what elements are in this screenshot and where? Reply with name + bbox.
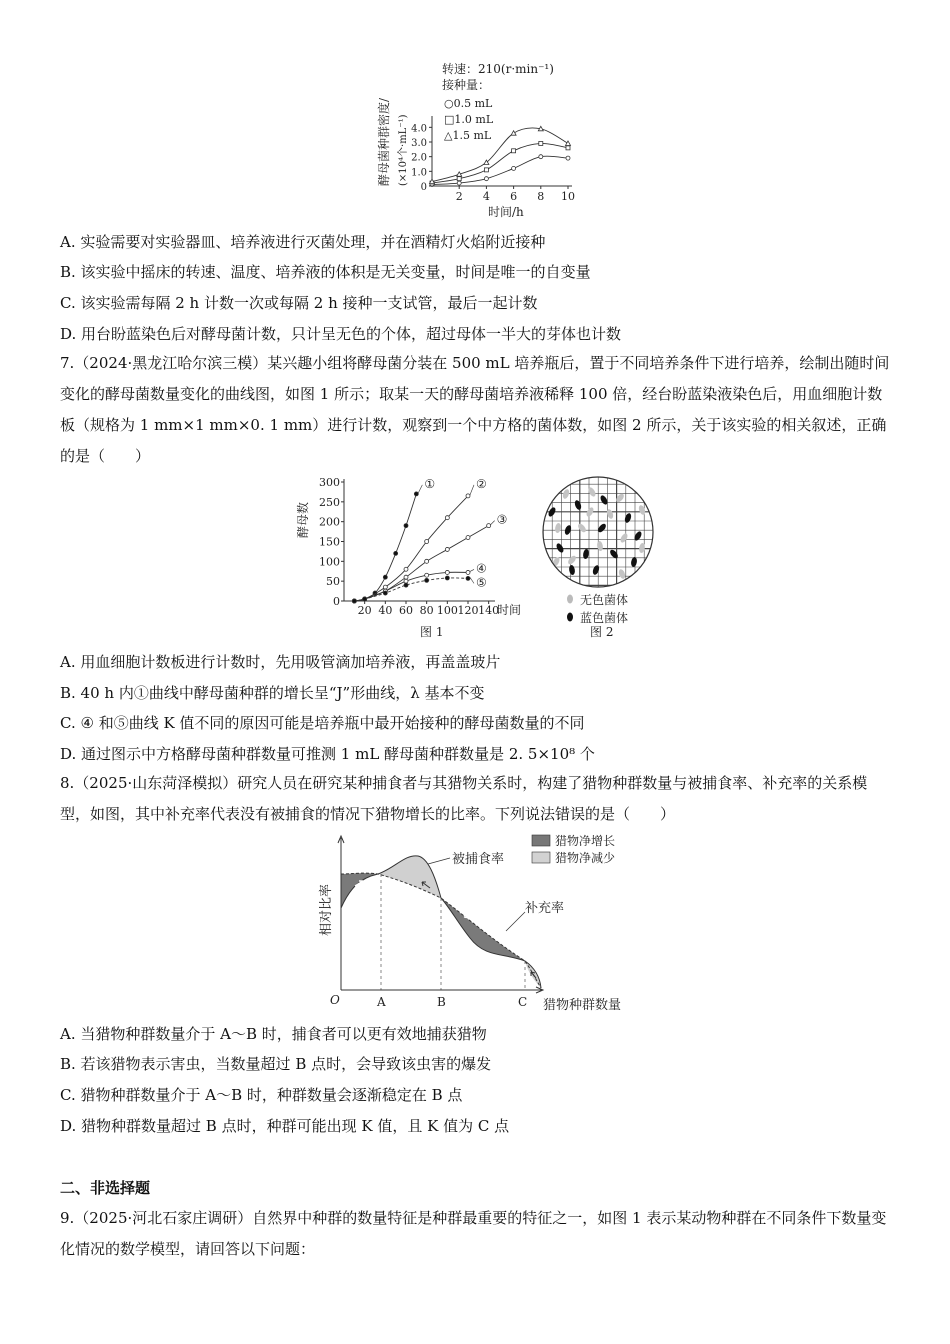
q6-option-d: D. 用台盼蓝染色后对酵母菌计数，只计呈无色的个体，超过母体一半大的芽体也计数 (60, 325, 622, 343)
data-point (466, 536, 470, 540)
data-point (404, 524, 408, 528)
curve-leader (470, 569, 474, 571)
data-point (457, 177, 461, 181)
axes (432, 116, 572, 186)
speed-label: 转速：210(r·min⁻¹) (442, 62, 554, 76)
axes (344, 476, 495, 601)
colorless-cell (619, 532, 629, 543)
curve-label: ⑤ (476, 575, 487, 590)
x-tick-label: 8 (537, 190, 545, 203)
curve-label: ① (424, 476, 436, 491)
data-point (487, 524, 491, 528)
y-tick-label: 300 (319, 476, 340, 489)
x-tick-label: 100 (436, 604, 458, 617)
y-tick-label: 0 (333, 595, 340, 608)
colorless-cell (638, 504, 647, 515)
data-point (445, 576, 449, 580)
predation-rate-label: 被捕食率 (452, 852, 505, 867)
y-tick-label: 2.0 (411, 152, 427, 164)
colorless-cell (606, 508, 615, 519)
legend-growth: 猎物净增长 (555, 834, 616, 848)
series-group (352, 477, 507, 603)
y-axis-label: 酵母数 (296, 501, 310, 538)
data-point (363, 597, 367, 601)
replenish-leader (506, 912, 525, 931)
series-line-3 (354, 572, 468, 601)
q6-option-a: A. 实验需要对实验器皿、培养液进行灭菌处理，并在酒精灯火焰附近接种 (60, 233, 546, 251)
y-tick-label: 3.0 (411, 138, 427, 149)
data-point (414, 492, 418, 496)
y-tick-label: 200 (319, 515, 340, 529)
tick-labels (411, 123, 575, 203)
data-point (566, 156, 570, 160)
data-point (566, 141, 571, 146)
figure-1-caption: 图 1 (420, 625, 444, 639)
curve-label: ④ (476, 561, 487, 576)
legend-colorless: 无色菌体 (580, 593, 629, 607)
legend-blue: 蓝色菌体 (580, 611, 629, 625)
q7-option-b: B. 40 h 内①曲线中酵母菌种群的增长呈“J”形曲线，λ 基本不变 (60, 684, 485, 702)
data-point (466, 576, 470, 580)
q6-option-b: B. 该实验中摇床的转速、温度、培养液的体积是无关变量，时间是唯一的自变量 (60, 263, 591, 281)
legend-0-5ml: ○0.5 mL (444, 97, 493, 110)
data-point (383, 585, 387, 589)
cells-group (547, 486, 646, 579)
inoculum-label: 接种量： (442, 78, 491, 92)
curve-label: ③ (496, 512, 508, 527)
data-point (383, 575, 387, 579)
data-point (512, 166, 516, 170)
blue-cell (630, 557, 637, 568)
q8-option-d: D. 猎物种群数量超过 B 点时，种群可能出现 K 值，且 K 值为 C 点 (60, 1117, 510, 1135)
tick-labels (319, 476, 499, 617)
data-point (404, 567, 408, 571)
section-title: 二、非选择题 (60, 1179, 151, 1197)
origin-label: O (330, 993, 340, 1007)
x-axis-label: 时间 (497, 603, 522, 617)
figure-2-caption: 图 2 (590, 625, 614, 639)
series-line-4 (354, 578, 468, 601)
colorless-cell-icon (567, 595, 573, 604)
colorless-cell (554, 523, 561, 534)
q8-option-c: C. 猎物种群数量介于 A～B 时，种群数量会逐渐稳定在 B 点 (60, 1086, 463, 1104)
q8-stem: 8.（2025·山东菏泽模拟）研究人员在研究某种捕食者与其猎物关系时，构建了猎物种群数量与被捕食率、补充率的关系模型，如图，其中补充率代表没有被捕食的情况下猎物增长的比率。下列说法错误的是（ ） (60, 774, 868, 823)
net-growth-region-1 (341, 873, 378, 908)
data-point (394, 551, 398, 555)
q6-option-c: C. 该实验需每隔 2 h 计数一次或每隔 2 h 接种一支试管，最后一起计数 (60, 294, 538, 312)
y-tick-label: 0 (420, 182, 427, 193)
q7-option-a: A. 用血细胞计数板进行计数时，先用吸管滴加培养液，再盖盖玻片 (60, 653, 501, 671)
x-axis-label: 猎物种群数量 (543, 998, 622, 1013)
data-point (457, 181, 461, 185)
y-tick-label: 250 (319, 495, 340, 509)
q7-stem: 7.（2024·黑龙江哈尔滨三模）某兴趣小组将酵母菌分装在 500 mL 培养瓶后，置于不同培养条件下进行培养，绘制出随时间变化的酵母菌数量变化的曲线图，如图 1 所示；取某一天的酵母菌培养液稀释 100 倍，经台盼蓝染液染色后，用血细胞计数板（规格为 1 mm×1 mm×0. 1 mm）进行计数，观察到一个中方格的菌体数，如图 2 所示，关于该实验的相关叙述，正确的是（ ） (60, 354, 890, 465)
data-point (352, 599, 356, 603)
x-tick-label: 20 (357, 604, 372, 617)
x-tick-label: 6 (510, 190, 518, 203)
predation-leader (428, 858, 450, 864)
replenishment-rate-label: 补充率 (525, 901, 565, 916)
colorless-cell (577, 522, 588, 533)
y-tick-label: 4.0 (411, 123, 427, 135)
y-tick-label: 50 (326, 575, 340, 589)
legend-1-0ml: □1.0 mL (444, 113, 494, 126)
curve-leader (470, 577, 474, 583)
data-point (539, 141, 543, 145)
x-tick-label: 140 (478, 604, 500, 617)
data-point (484, 168, 488, 172)
data-point (404, 583, 408, 587)
x-tick-label: 2 (455, 190, 463, 203)
curve-leader (418, 485, 422, 493)
y-tick-label: 150 (319, 535, 340, 549)
legend-decrease-swatch (532, 852, 550, 863)
data-point (425, 559, 429, 563)
colorless-cell (567, 554, 578, 565)
point-c-label: C (518, 995, 528, 1009)
data-point (539, 155, 543, 159)
series-line-1 (432, 143, 568, 183)
x-tick-label: 10 (561, 190, 575, 203)
data-point (566, 146, 570, 150)
data-point (445, 547, 449, 551)
curve-leader (470, 485, 474, 495)
data-point (511, 131, 516, 136)
blue-cell (633, 530, 643, 541)
x-tick-label: 60 (399, 604, 413, 617)
data-point (445, 516, 449, 520)
colorless-cell (618, 568, 627, 579)
data-point (445, 570, 449, 574)
q8-option-a: A. 当猎物种群数量介于 A～B 时，捕食者可以更有效地捕获猎物 (60, 1025, 487, 1043)
yeast-count-chart (290, 474, 540, 644)
predation-rate-curve (341, 856, 541, 988)
data-point (404, 579, 408, 583)
colorless-cell (596, 541, 603, 552)
legend-1-5ml: △1.5 mL (444, 129, 492, 142)
x-axis-label: 时间/h (488, 205, 524, 219)
y-tick-label: 1.0 (411, 167, 427, 179)
data-point (425, 573, 429, 577)
colorless-cell (587, 486, 597, 497)
hemocytometer-figure (538, 470, 668, 645)
data-point (512, 149, 516, 153)
q8-option-b: B. 若该猎物表示害虫，当数量超过 B 点时，会导致该虫害的爆发 (60, 1055, 492, 1073)
blue-cell-icon (567, 613, 573, 622)
arrow-icon (515, 946, 523, 954)
data-point (425, 540, 429, 544)
predation-model-figure (310, 828, 640, 1018)
series-line-1 (354, 496, 468, 601)
data-point (404, 575, 408, 579)
y-tick-label: 100 (319, 555, 340, 569)
blue-cell (574, 499, 583, 510)
growth-density-chart (370, 58, 590, 220)
legend-growth-swatch (532, 835, 550, 846)
blue-cell (624, 512, 633, 523)
q7-option-c: C. ④ 和⑤曲线 K 值不同的原因可能是培养瓶中最开始接种的酵母菌数量的不同 (60, 714, 585, 732)
q9-stem: 9.（2025·河北石家庄调研）自然界中种群的数量特征是种群最重要的特征之一，如图 1 表示某动物种群在不同条件下数量变化情况的数学模型，请回答以下问题： (60, 1209, 887, 1258)
curve-label: ② (476, 476, 487, 491)
point-b-label: B (437, 995, 446, 1009)
data-point (383, 591, 387, 595)
data-point (466, 494, 470, 498)
q7-option-d: D. 通过图示中方格酵母菌种群数量可推测 1 mL 酵母菌种群数量是 2. 5×10⁸ 个 (60, 745, 595, 763)
point-a-label: A (377, 995, 386, 1009)
legend-decrease: 猎物净减少 (555, 851, 616, 865)
y-axis-label: 相对比率 (319, 883, 334, 936)
x-tick-label: 4 (482, 190, 490, 203)
data-point (425, 578, 429, 582)
colorless-cell (638, 543, 645, 554)
x-tick-label: 80 (419, 604, 434, 617)
blue-cell (592, 564, 601, 575)
x-tick-label: 40 (378, 604, 393, 617)
blue-cell (568, 565, 575, 576)
y-axis-unit: (×10⁴个·mL⁻¹) (398, 114, 409, 186)
y-axis-label: 酵母菌种群密度/ (377, 97, 391, 186)
x-tick-label: 120 (457, 604, 479, 617)
curve-leader (491, 521, 495, 525)
data-point (484, 177, 488, 181)
data-point (466, 570, 470, 574)
